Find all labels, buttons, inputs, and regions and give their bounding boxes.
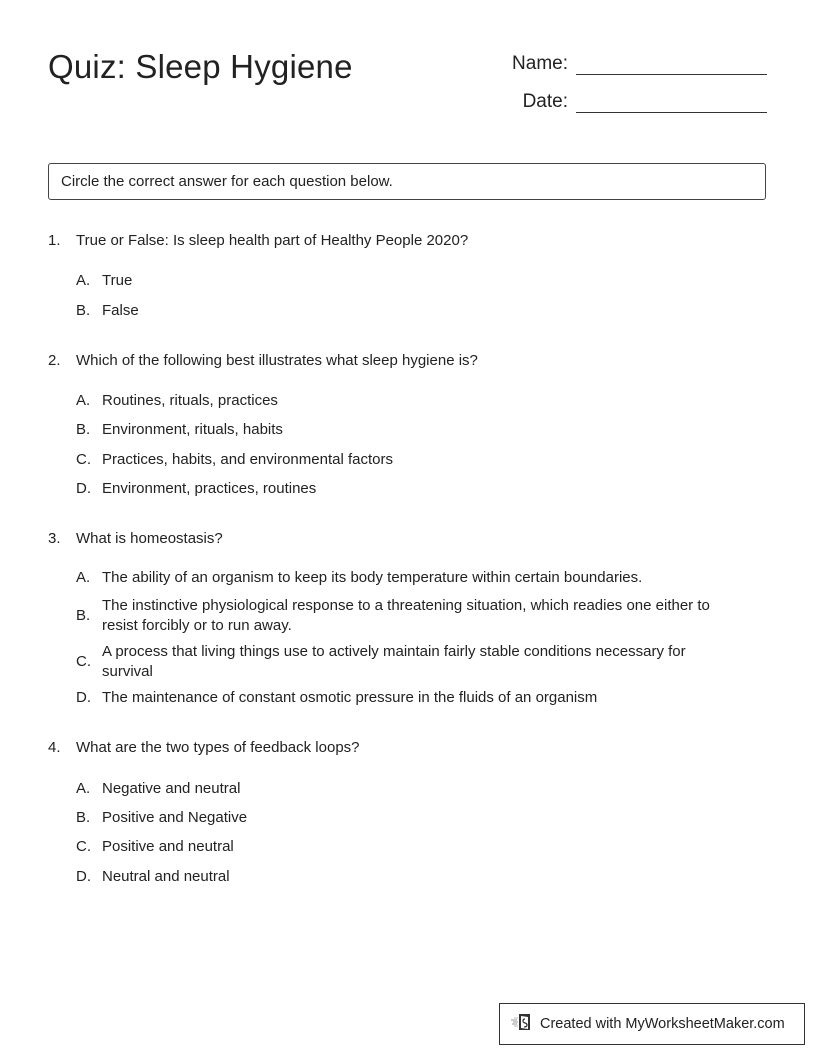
name-field[interactable]	[488, 52, 767, 75]
option-letter: B.	[76, 607, 91, 624]
option-a[interactable]	[76, 391, 736, 411]
option-letter: B.	[76, 302, 91, 319]
option-letter: C.	[76, 653, 91, 670]
option-text: Positive and neutral	[102, 838, 234, 855]
option-text: The maintenance of constant osmotic pressure in the fluids of an organism	[102, 689, 598, 706]
date-field[interactable]	[488, 90, 767, 113]
question-text: True or False: Is sleep health part of Healthy People 2020?	[76, 232, 469, 249]
option-c[interactable]	[76, 837, 736, 857]
option-a[interactable]	[76, 568, 736, 588]
option-text: Environment, rituals, habits	[102, 421, 283, 438]
date-line[interactable]	[576, 90, 767, 113]
option-d[interactable]	[76, 867, 736, 887]
option-a[interactable]	[76, 779, 736, 799]
option-letter: B.	[76, 421, 91, 438]
question-text: What is homeostasis?	[76, 530, 223, 547]
option-letter: A.	[76, 780, 91, 797]
option-letter: A.	[76, 272, 91, 289]
option-d[interactable]	[76, 479, 736, 499]
question-2	[48, 351, 768, 497]
option-b[interactable]	[76, 301, 736, 321]
question-4	[48, 738, 768, 885]
option-text: Positive and Negative	[102, 809, 248, 826]
worksheet-logo-icon	[510, 1012, 540, 1036]
name-label: Name:	[512, 53, 568, 74]
option-letter: D.	[76, 689, 91, 706]
option-letter: C.	[76, 838, 91, 855]
option-a[interactable]	[76, 271, 736, 291]
question-number: 1.	[48, 232, 61, 249]
option-d[interactable]	[76, 688, 736, 708]
question-1	[48, 231, 768, 319]
page-title: Quiz: Sleep Hygiene	[48, 48, 353, 85]
option-b[interactable]	[76, 808, 736, 828]
option-text: Environment, practices, routines	[102, 480, 317, 497]
name-line[interactable]	[576, 52, 767, 75]
instructions-box: Circle the correct answer for each question below.	[48, 163, 766, 200]
option-letter: A.	[76, 392, 91, 409]
option-letter: B.	[76, 809, 91, 826]
option-letter: D.	[76, 480, 91, 497]
date-label: Date:	[522, 91, 568, 112]
option-text: The instinctive physiological response to a threatening situation, which readies one either to resist forcibly or to run away.	[102, 597, 710, 634]
option-text: Practices, habits, and environmental factors	[102, 451, 393, 468]
option-letter: D.	[76, 868, 91, 885]
option-c[interactable]	[76, 642, 736, 682]
option-letter: A.	[76, 569, 91, 586]
question-number: 3.	[48, 530, 61, 547]
option-text: False	[102, 302, 139, 319]
option-b[interactable]	[76, 596, 736, 636]
option-letter: C.	[76, 451, 91, 468]
option-text: The ability of an organism to keep its body temperature within certain boundaries.	[102, 569, 643, 586]
footer-credit[interactable]	[499, 1003, 805, 1045]
option-text: True	[102, 272, 133, 289]
option-c[interactable]	[76, 450, 736, 470]
option-text: Neutral and neutral	[102, 868, 230, 885]
question-text: What are the two types of feedback loops?	[76, 739, 360, 756]
footer-text: Created with MyWorksheetMaker.com	[540, 1016, 785, 1032]
option-text: Routines, rituals, practices	[102, 392, 278, 409]
question-number: 2.	[48, 352, 61, 369]
question-number: 4.	[48, 739, 61, 756]
question-text: Which of the following best illustrates what sleep hygiene is?	[76, 352, 478, 369]
option-text: A process that living things use to actively maintain fairly stable conditions necessary for survival	[102, 643, 686, 680]
option-text: Negative and neutral	[102, 780, 241, 797]
question-3	[48, 529, 768, 706]
option-b[interactable]	[76, 420, 736, 440]
